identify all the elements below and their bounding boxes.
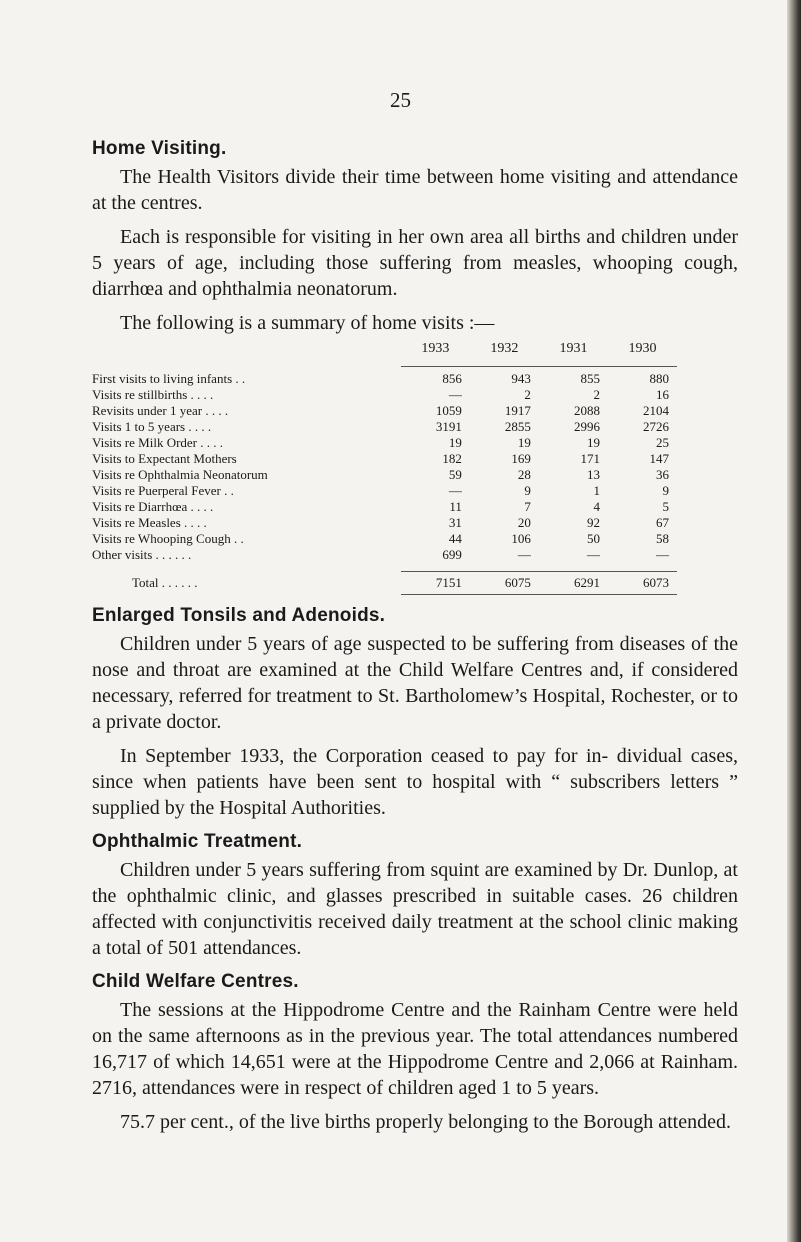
table-header-year: 1930 — [628, 341, 657, 356]
row-label: Other visits . . . . . . — [92, 547, 192, 562]
table-row — [92, 403, 677, 419]
cell-value: 699 — [442, 547, 462, 562]
cell-value: 2996 — [573, 419, 600, 434]
table-row — [92, 547, 677, 563]
table-total-row — [92, 572, 677, 595]
cell-value: 9 — [524, 483, 531, 498]
table-spacer-row — [92, 563, 677, 572]
tonsils-heading: Enlarged Tonsils and Adenoids. — [92, 605, 386, 626]
table-row — [92, 531, 677, 547]
cell-value: 1059 — [435, 403, 462, 418]
page-number: 25 — [390, 88, 411, 112]
tonsils-section — [92, 605, 738, 821]
page-content — [92, 138, 738, 1135]
child-welfare-section — [92, 971, 738, 1135]
child-welfare-heading: Child Welfare Centres. — [92, 971, 299, 992]
table-row — [92, 419, 677, 435]
row-label: Visits re Whooping Cough . . — [92, 531, 244, 546]
cell-value: 19 — [586, 435, 600, 450]
row-label: Visits re Diarrhœa . . . . — [92, 499, 214, 514]
cell-value: 4 — [593, 499, 600, 514]
home-visiting-paragraph: Each is responsible for visiting in her own area all births and children under 5 years of age, including those suffering from measles, whooping cough, diarrhœa and ophthalmia neonatorum. — [92, 226, 738, 300]
row-label: Visits re Ophthalmia Neonatorum — [92, 467, 268, 482]
cell-value: 2726 — [643, 419, 669, 434]
cell-value: 59 — [448, 467, 462, 482]
cell-value: 16 — [656, 387, 669, 402]
cell-value: 20 — [517, 515, 531, 530]
row-label: Visits to Expectant Mothers — [92, 451, 237, 466]
cell-value: — — [448, 483, 462, 498]
row-label: Visits re stillbirths . . . . — [92, 387, 214, 402]
cell-value: 25 — [656, 435, 669, 450]
cell-value: 13 — [586, 467, 600, 482]
total-value: 6291 — [539, 572, 608, 595]
row-label: Visits re Milk Order . . . . — [92, 435, 224, 450]
cell-value: 36 — [656, 467, 669, 482]
home-visiting-paragraph: The Health Visitors divide their time between home visiting and attendance at the centres. — [92, 166, 738, 214]
table-row — [92, 515, 677, 531]
cell-value: 3191 — [435, 419, 462, 434]
home-visiting-paragraph: The following is a summary of home visits :— — [120, 312, 495, 334]
row-label: Visits 1 to 5 years . . . . — [92, 419, 212, 434]
total-value: 7151 — [401, 572, 470, 595]
cell-value: — — [517, 547, 531, 562]
table-row — [92, 435, 677, 451]
cell-value: 2104 — [643, 403, 669, 418]
cell-value: 880 — [608, 367, 677, 388]
table-header-blank — [92, 338, 401, 367]
cell-value: 2088 — [573, 403, 600, 418]
cell-value: 147 — [649, 451, 669, 466]
cell-value: 106 — [511, 531, 531, 546]
page-edge-shadow — [787, 0, 801, 1242]
row-label: Visits re Measles . . . . — [92, 515, 207, 530]
cell-value: 171 — [580, 451, 600, 466]
cell-value: 19 — [448, 435, 462, 450]
cell-value: 1 — [593, 483, 600, 498]
cell-value: 182 — [442, 451, 462, 466]
home-visiting-heading: Home Visiting. — [92, 138, 227, 159]
tonsils-paragraph: Children under 5 years of age suspected to be suffering from diseases of the nose and throat are examined at the Child Welfare Centres and, if considered necessary, referred for treatment to St. Bartholomew’s Hospital, Rochester, or to a private doctor. — [92, 633, 738, 733]
table-row — [92, 367, 677, 388]
total-value: 6075 — [470, 572, 539, 595]
cell-value: 2 — [524, 387, 531, 402]
table-header-year: 1932 — [490, 341, 519, 356]
row-label: First visits to living infants . . — [92, 370, 246, 386]
cell-value: — — [586, 547, 600, 562]
home-visiting-section — [92, 138, 738, 336]
cell-value: 19 — [517, 435, 531, 450]
cell-value: — — [656, 547, 669, 562]
cell-value: 28 — [517, 467, 531, 482]
cell-value: 7 — [524, 499, 531, 514]
table-row — [92, 467, 677, 483]
table-row — [92, 483, 677, 499]
cell-value: 50 — [586, 531, 600, 546]
cell-value: 92 — [586, 515, 600, 530]
cell-value: — — [448, 387, 462, 402]
ophthalmic-paragraph: Children under 5 years suffering from squint are examined by Dr. Dunlop, at the ophthalmic clinic, and glasses prescribed in suitable cases. 26 children affected with conjunctivitis received daily treatment at the school clinic making a total of 501 attendances. — [92, 859, 738, 959]
child-welfare-paragraph: 75.7 per cent., of the live births properly belonging to the Borough attended. — [120, 1111, 731, 1133]
total-value: 6073 — [608, 572, 677, 595]
row-label: Visits re Puerperal Fever . . — [92, 483, 234, 498]
table-row — [92, 499, 677, 515]
cell-value: 1917 — [504, 403, 531, 418]
cell-value: 67 — [656, 515, 669, 530]
cell-value: 9 — [662, 483, 669, 498]
child-welfare-paragraph: The sessions at the Hippodrome Centre and the Rainham Centre were held on the same afternoons as in the previous year. The total attendances numbered 16,717 of which 14,651 were at the Hippodrome Centre and 2,066 at Rainham. 2716, attendances were in respect of children aged 1 to 5 years. — [92, 999, 738, 1099]
cell-value: 169 — [511, 451, 531, 466]
total-label: Total . . . . . . — [132, 575, 198, 590]
table-header-row — [92, 338, 677, 367]
cell-value: 2 — [593, 387, 600, 402]
table-spacer — [92, 563, 677, 572]
cell-value: 58 — [656, 531, 669, 546]
cell-value: 2855 — [504, 419, 531, 434]
cell-value: 44 — [448, 531, 462, 546]
home-visits-table — [92, 338, 677, 595]
cell-value: 31 — [448, 515, 462, 530]
cell-value: 5 — [662, 499, 669, 514]
table-row — [92, 451, 677, 467]
cell-value: 11 — [449, 499, 462, 514]
cell-value: 943 — [470, 367, 539, 388]
table-row — [92, 387, 677, 403]
tonsils-paragraph: In September 1933, the Corporation ceased to pay for in- dividual cases, since when patients have been sent to hospital with “ subscribers letters ” supplied by the Hospital Authorities. — [92, 745, 738, 819]
cell-value: 856 — [401, 367, 470, 388]
row-label: Revisits under 1 year . . . . — [92, 403, 229, 418]
table-header-year: 1931 — [559, 341, 588, 356]
cell-value: 855 — [539, 367, 608, 388]
ophthalmic-heading: Ophthalmic Treatment. — [92, 831, 303, 852]
ophthalmic-section — [92, 831, 738, 961]
table-header-year: 1933 — [421, 341, 450, 356]
